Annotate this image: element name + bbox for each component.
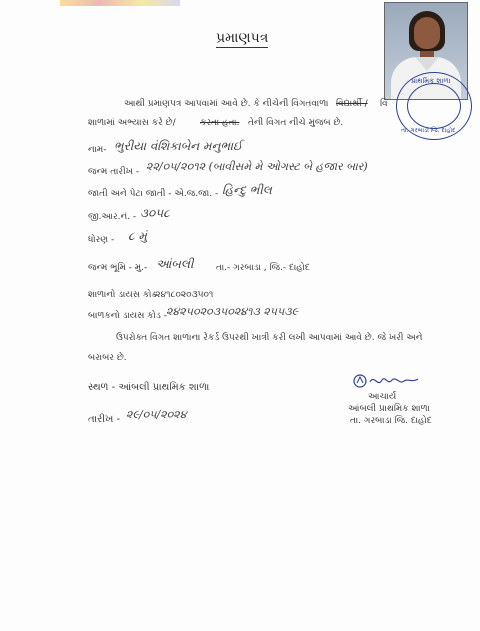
birthplace-value: આંબલી [156,257,194,271]
std-value: ૮ મું [128,229,147,243]
intro-line1-b: વિદ્યાર્થી / [336,99,368,109]
intro-line2-c: તેની વિગત નીચે મુજબ છે. [248,118,344,128]
stamp-bottom-text: તા. ગરબાડા જિ. દાહોદ [401,127,456,134]
verify-line2: બરાબર છે. [88,353,127,363]
std-label: ધોરણ - [88,235,115,245]
gr-label: જી.આર.નં. - [88,212,137,222]
school-dise-label: શાળાનો ડાયસ કોડ [88,290,157,300]
stamp-top-text: પ્રાથમિક શાળા [411,77,451,85]
intro-line2-a: શાળામાં અભ્યાસ કરે છે/ [88,118,176,128]
top-color-strip [60,0,180,6]
dob-label: જન્મ તારીખ - [88,167,140,177]
principal-signature [352,372,422,390]
certificate-title: પ્રમાણપત્ર [216,30,269,46]
principal-location: તા. ગરબાડા જિ. દાહોદ [350,416,432,426]
date-value: ૨૯/૦૫/૨૦૨૪ [126,408,187,421]
name-value: ભુરીયા વંશિકાબેન મનુભાઈ [114,139,243,153]
child-dise-value: ૨૪૨૫૦૨૦૩૫૦૨૪૧૩ ૨૫૫૩૯ [166,305,299,318]
name-label: નામ- [88,145,107,155]
date-label: તારીખ - [88,414,121,425]
caste-value: હિન્દુ ભીલ [222,183,272,197]
child-dise-label: બાળકનો ડાયસ કોડ - [88,311,167,321]
place-label: સ્થળ - આંબલી પ્રાથમિક શાળા [88,382,210,393]
birthplace-label: જન્મ ભૂમિ - મુ.- [88,263,148,273]
dob-value: ૨૨/૦૫/૨૦૧૨ (બાવીસમે મે ઓગસ્ટ બે હજાર બાર) [146,160,368,173]
principal-school: આંબલી પ્રાથમિક શાળા [348,404,430,414]
verify-line1: ઉપરોક્ત વિગત શાળાના રેકર્ડ ઉપરથી ખાત્રી કરી લખી આપવામાં આવે છે. જે ખરી અને [116,333,423,343]
intro-line2-b: કરતા હતા. [200,118,240,128]
school-dise-value: -૨૪૧૮૦૨૦૩૫૦૧ [152,290,214,300]
principal-title: આચાર્ય [368,392,397,402]
intro-line1-a: આથી પ્રમાણપત્ર આપવામાં આવે છે. કે નીચેની વિગતવાળા [124,99,329,109]
birthplace-suffix: તા.- ગરબાડા , જિ.- દાહોદ [216,263,310,273]
intro-line1-c: વિ [380,99,388,109]
school-stamp [396,72,472,140]
gr-value: ૩૦૫૮ [140,206,170,220]
caste-label: જાતી અને પેટા જાતી - એ.જ.જા. - [88,189,219,199]
